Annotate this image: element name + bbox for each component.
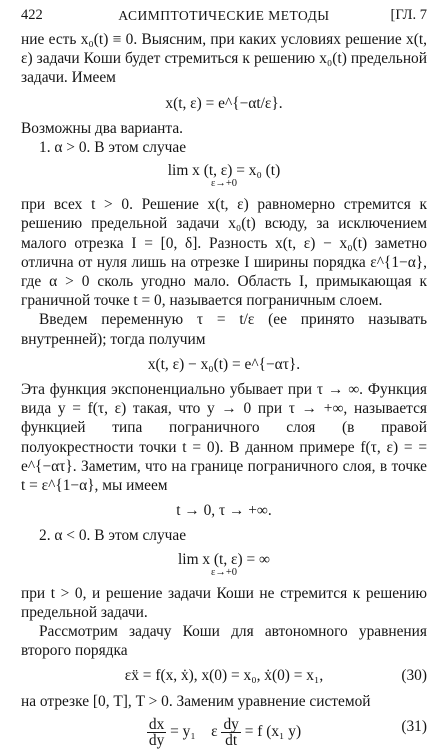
case-heading: 2. α < 0. В этом случае <box>39 527 187 545</box>
paragraph: Возможны два варианта. <box>21 119 183 137</box>
fraction-denominator: dt <box>225 731 238 749</box>
equation-number: (30) <box>401 667 427 685</box>
chapter-label: [ГЛ. 7 <box>390 7 427 23</box>
formula: t → 0, τ → +∞. <box>176 502 272 520</box>
paragraph: Рассмотрим задачу Коши для автономного уравнения второго порядка <box>21 623 427 660</box>
paragraph: при t > 0, и решение задачи Коши не стремится к решению предельной задачи. <box>21 584 427 621</box>
paragraph: при всех t > 0. Решение x(t, ε) равномерно стремится к решению предельной задачи x₀(t) всюду, за исключением малого отрезка I = [0, δ]. Разность x(t, ε) − x₀(t) заметно отлична от нуля лишь на отрезке I ширины порядка ε^{1−α}, где α > 0 сколь угодно мало. Область I, примыкающая к граничной точке t = 0, называется пограничным слоем. <box>21 196 427 310</box>
limit-subscript: ε→+0 <box>210 178 238 190</box>
page-number: 422 <box>21 7 43 23</box>
formula-limit <box>21 163 427 189</box>
fraction-denominator: dy <box>148 731 165 749</box>
equation-number: (31) <box>401 717 427 735</box>
formula-rhs: = f (x₁ y) <box>244 722 302 740</box>
case-heading: 1. α > 0. В этом случае <box>39 139 187 157</box>
limit-expression <box>168 163 280 189</box>
paragraph: Введем переменную τ = t/ε (ее принято называть внутренней); тогда получим <box>21 311 427 348</box>
paragraph: ние есть x₀(t) ≡ 0. Выясним, при каких условиях решение x(t, ε) задачи Коши будет стремиться к решению x₀(t) предельной задачи. Имеем <box>21 31 427 87</box>
fraction-numerator: dx <box>148 715 165 733</box>
formula-numbered <box>21 717 427 748</box>
limit-subscript: ε→+0 <box>210 566 238 578</box>
limit-body: lim x (t, ε) = ∞ <box>178 550 270 568</box>
formula-coefficient: ε <box>211 722 218 740</box>
formula: x(t, ε) − x₀(t) = e^{−ατ}. <box>147 355 301 373</box>
limit-body: lim x (t, ε) = x₀ (t) <box>167 162 281 180</box>
formula-rhs: = y₁ <box>170 722 196 740</box>
running-title: АСИМПТОТИЧЕСКИЕ МЕТОДЫ <box>118 8 330 23</box>
fraction <box>147 717 166 748</box>
formula-body: εẍ = f(x, ẋ), x(0) = x₀, ẋ(0) = x₁, <box>124 667 324 685</box>
formula: x(t, ε) = e^{−αt/ε}. <box>165 94 283 112</box>
fraction <box>221 717 240 748</box>
page-body <box>21 30 427 754</box>
fraction-numerator: dy <box>223 715 239 733</box>
paragraph: Эта функция экспоненциально убывает при τ → ∞. Функция вида y = f(τ, ε) такая, что y → 0 при τ → +∞, называется функцией типа пограничного слоя (в правой полуокрестности точки t = 0). В данном примере f(τ, ε) = = e^{−ατ}. Заметим, что на границе пограничного слоя, в точке t = ε^{1−α}, мы имеем <box>21 381 427 495</box>
limit-expression <box>178 552 270 578</box>
formula-limit <box>21 552 427 578</box>
running-header <box>21 6 427 26</box>
formula-numbered <box>21 666 427 685</box>
paragraph: на отрезке [0, T], T > 0. Заменим уравнение системой <box>21 692 371 710</box>
